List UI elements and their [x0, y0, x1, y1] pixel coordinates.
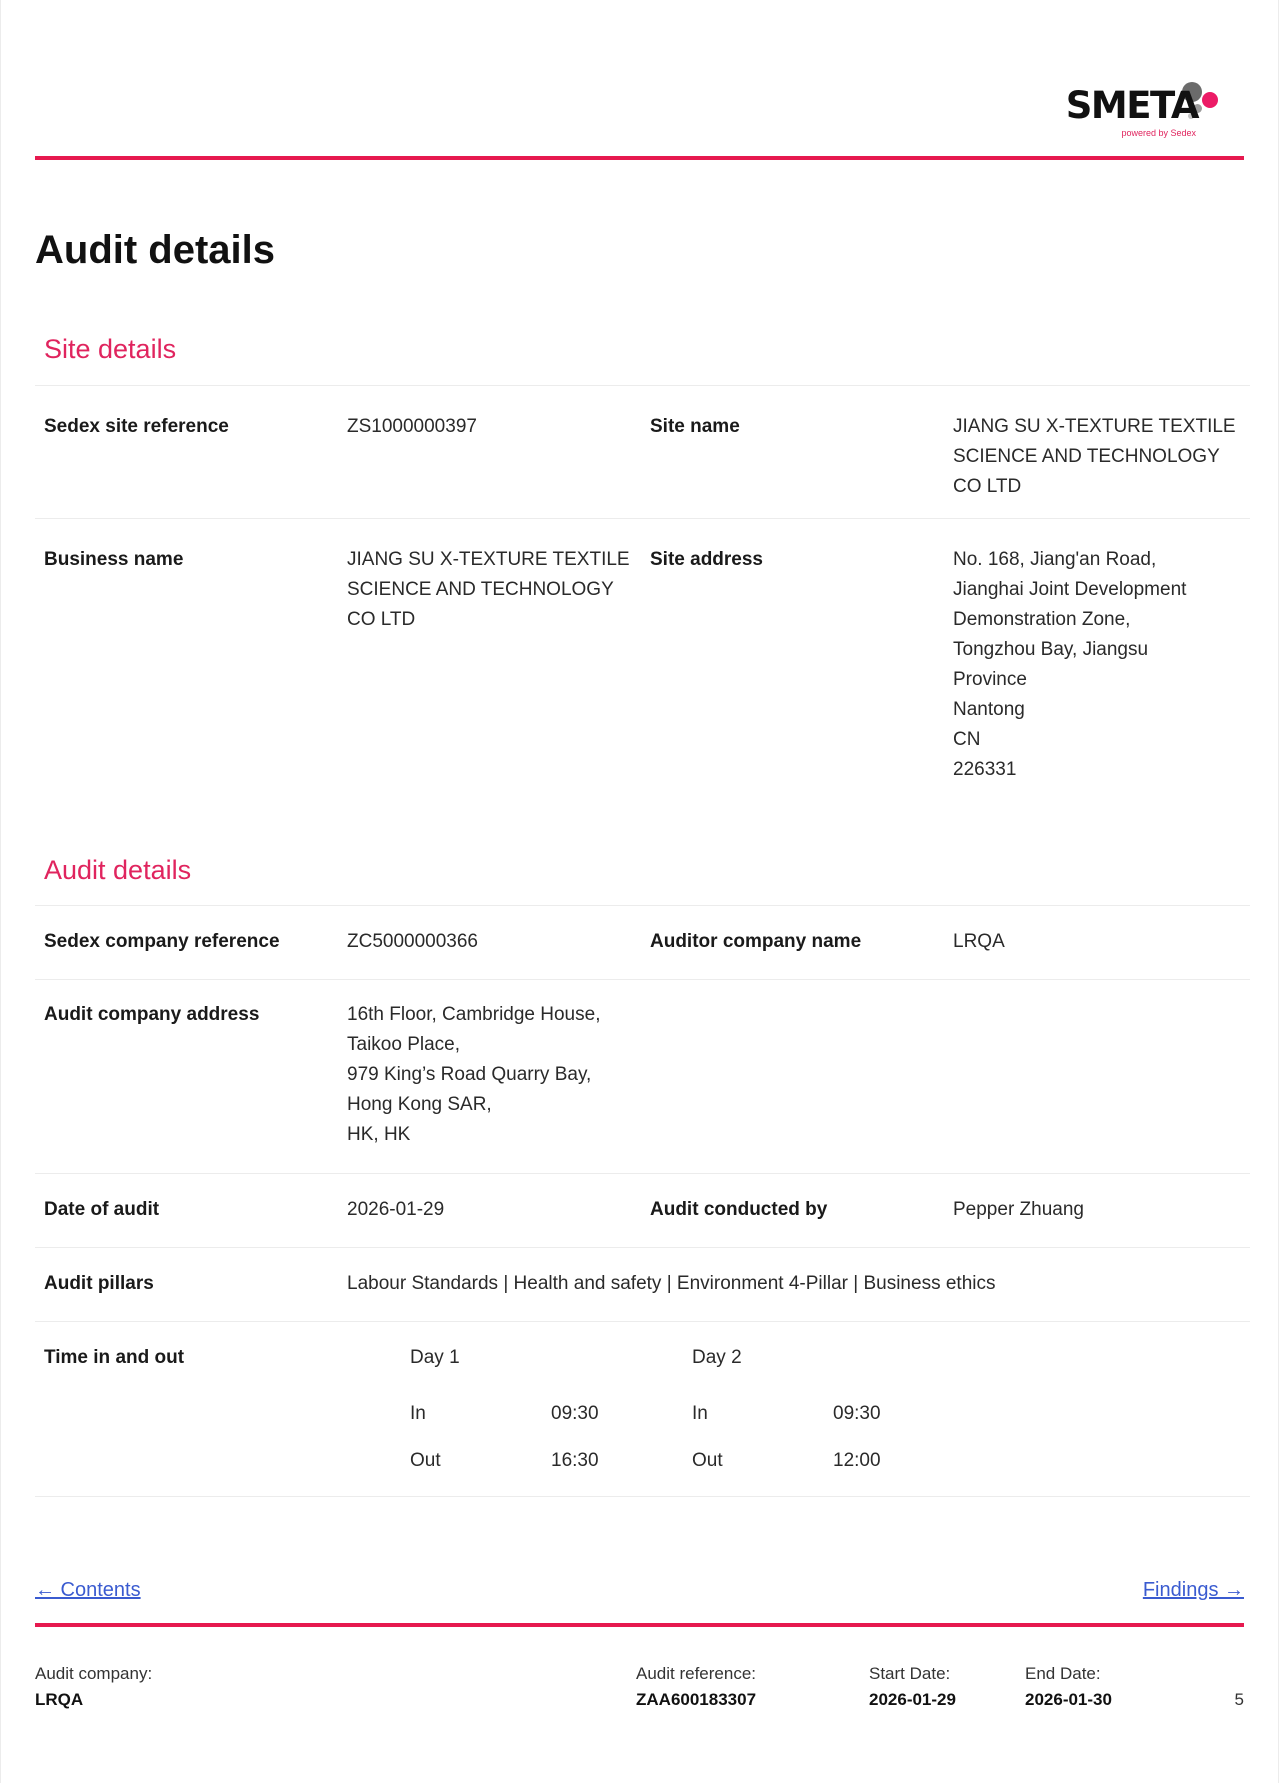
- audit-details-table: [35, 905, 1250, 1497]
- day1-label: Day 1: [410, 1347, 460, 1368]
- footer-start-label: Start Date:: [869, 1664, 951, 1683]
- day2-out-label: Out: [692, 1450, 723, 1471]
- business-name-label: Business name: [44, 549, 184, 570]
- conducted-by-value: Pepper Zhuang: [953, 1199, 1084, 1220]
- pillars-label: Audit pillars: [44, 1273, 154, 1294]
- company-address-label: Audit company address: [44, 1004, 260, 1025]
- day1-out-label: Out: [410, 1450, 441, 1471]
- table-row: [35, 905, 1250, 979]
- smeta-logo: [1058, 82, 1218, 144]
- day1-in-label: In: [410, 1403, 426, 1424]
- day2-out-value: 12:00: [833, 1450, 881, 1471]
- auditor-company-label: Auditor company name: [650, 931, 862, 952]
- site-address-label: Site address: [650, 549, 763, 570]
- table-row: [35, 979, 1250, 1173]
- company-address-value: 16th Floor, Cambridge House, Taikoo Place, 979 King’s Road Quarry Bay, Hong Kong SAR, HK, HK: [347, 1004, 601, 1145]
- business-name-value: JIANG SU X-TEXTURE TEXTILE SCIENCE AND TECHNOLOGY CO LTD: [347, 549, 630, 630]
- footer-start-value: 2026-01-29: [869, 1690, 956, 1709]
- table-row: [35, 518, 1250, 837]
- header-divider: [35, 156, 1244, 160]
- company-ref-value: ZC5000000366: [347, 931, 478, 952]
- conducted-by-label: Audit conducted by: [650, 1199, 828, 1220]
- table-row: [35, 385, 1250, 518]
- site-name-label: Site name: [650, 416, 740, 437]
- day2-in-value: 09:30: [833, 1403, 881, 1424]
- site-ref-value: ZS1000000397: [347, 416, 477, 437]
- footer-ref-value: ZAA600183307: [636, 1690, 757, 1709]
- site-name-value: JIANG SU X-TEXTURE TEXTILE SCIENCE AND TECHNOLOGY CO LTD: [953, 416, 1236, 497]
- audit-details-heading: Audit details: [44, 855, 192, 885]
- footer-company-label: Audit company:: [35, 1664, 153, 1683]
- site-details-table: [35, 385, 1250, 837]
- footer-end-value: 2026-01-30: [1025, 1690, 1112, 1709]
- logo-dot-pink: [1202, 92, 1218, 108]
- site-ref-label: Sedex site reference: [44, 416, 229, 437]
- table-row: [35, 1247, 1250, 1321]
- findings-link[interactable]: Findings →: [1142, 1579, 1244, 1601]
- date-label: Date of audit: [44, 1199, 160, 1220]
- site-address-value: No. 168, Jiang'an Road, Jianghai Joint Development Demonstration Zone, Tongzhou Bay, Jiangsu Province Nantong CN 226331: [953, 549, 1187, 780]
- footer-ref-label: Audit reference:: [636, 1664, 757, 1683]
- page-title: Audit details: [35, 228, 276, 272]
- page-number: 5: [1234, 1690, 1244, 1709]
- site-details-heading: Site details: [44, 334, 177, 364]
- day1-out-value: 16:30: [551, 1450, 599, 1471]
- contents-link[interactable]: ← Contents: [35, 1579, 141, 1601]
- day2-in-label: In: [692, 1403, 708, 1424]
- company-ref-label: Sedex company reference: [44, 931, 280, 952]
- footer-divider: [35, 1623, 1244, 1627]
- footer-company-value: LRQA: [35, 1690, 84, 1709]
- table-row: [35, 1321, 1250, 1497]
- logo-wordmark: SMETA: [1065, 84, 1198, 127]
- day1-in-value: 09:30: [551, 1403, 599, 1424]
- logo-tagline: powered by Sedex: [1121, 128, 1196, 138]
- auditor-company-value: LRQA: [953, 931, 1005, 952]
- date-value: 2026-01-29: [347, 1199, 445, 1220]
- footer-end-label: End Date:: [1025, 1664, 1101, 1683]
- table-row: [35, 1173, 1250, 1247]
- day2-label: Day 2: [692, 1347, 742, 1368]
- pillars-value: Labour Standards | Health and safety | Environment 4-Pillar | Business ethics: [347, 1273, 996, 1294]
- time-label: Time in and out: [44, 1347, 185, 1368]
